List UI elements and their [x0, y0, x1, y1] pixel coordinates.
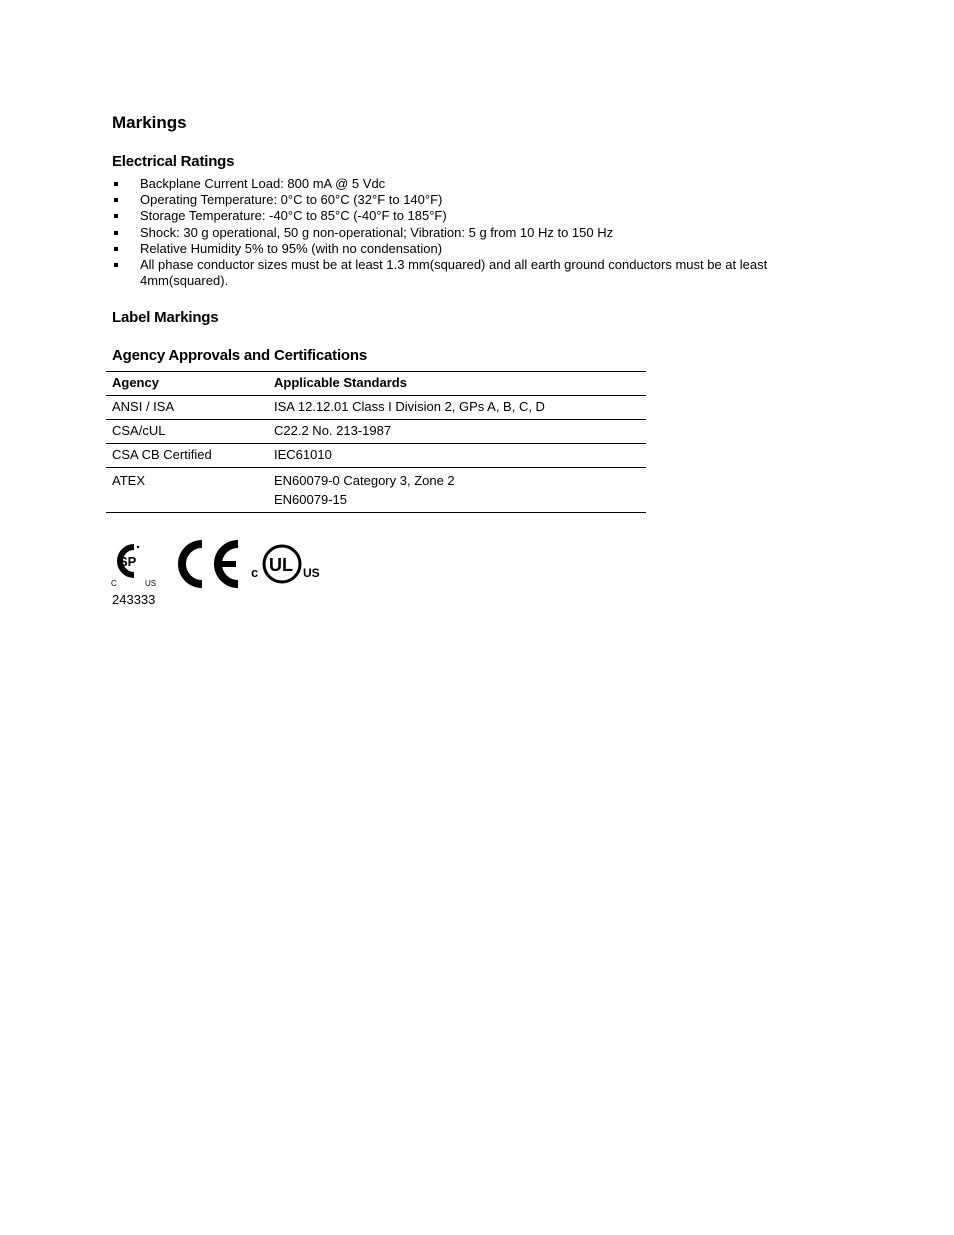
electrical-ratings-list [112, 176, 832, 289]
table-header-row [106, 372, 646, 396]
agency-cell: CSA CB Certified [106, 444, 268, 468]
bullet-square-icon [114, 214, 118, 218]
table-row [106, 396, 646, 420]
electrical-ratings-heading: Electrical Ratings [112, 153, 235, 170]
list-item-text: Relative Humidity 5% to 95% (with no condensation) [140, 240, 443, 256]
bullet-square-icon [114, 247, 118, 251]
list-item-text: All phase conductor sizes must be at least 1.3 mm(squared) and all earth ground conductors must be at least 4mm(squared). [140, 257, 768, 289]
list-item [112, 192, 832, 208]
list-item [112, 241, 832, 257]
csa-mark-icon [111, 546, 156, 588]
bullet-square-icon [114, 231, 118, 235]
list-item [112, 176, 832, 192]
column-header-agency: Agency [106, 372, 268, 396]
svg-text:US: US [145, 579, 157, 588]
svg-text:SP: SP [119, 554, 137, 569]
list-item [112, 257, 832, 289]
standards-cell: ISA 12.12.01 Class I Division 2, GPs A, B, C, D [268, 396, 646, 420]
standards-cell: C22.2 No. 213-1987 [268, 420, 646, 444]
agency-cell: ATEX [106, 468, 268, 513]
svg-text:c: c [251, 565, 259, 580]
list-item-text: Storage Temperature: -40°C to 85°C (-40°F to 185°F) [140, 208, 447, 224]
svg-text:US: US [303, 566, 320, 580]
table-row [106, 468, 646, 513]
list-item-text: Backplane Current Load: 800 mA @ 5 Vdc [140, 176, 386, 191]
standards-line: EN60079-15 [274, 492, 347, 507]
bullet-square-icon [114, 182, 118, 186]
page-title: Markings [112, 113, 187, 132]
agency-approvals-heading: Agency Approvals and Certifications [112, 347, 368, 364]
standards-cell: IEC61010 [268, 444, 646, 468]
list-item-text: Shock: 30 g operational, 50 g non-operational; Vibration: 5 g from 10 Hz to 150 Hz [140, 224, 614, 240]
bullet-square-icon [114, 198, 118, 202]
agency-cell: ANSI / ISA [106, 396, 268, 420]
svg-text:C: C [111, 579, 117, 588]
table-row [106, 444, 646, 468]
logo-caption: 243333 [112, 592, 156, 607]
list-item [112, 225, 832, 241]
list-item-text: Operating Temperature: 0°C to 60°C (32°F to 140°F) [140, 192, 443, 208]
bullet-square-icon [114, 263, 118, 267]
column-header-standards: Applicable Standards [268, 372, 646, 396]
agency-approvals-table [106, 371, 646, 513]
svg-text:UL: UL [269, 555, 293, 575]
standards-cell [268, 468, 646, 513]
standards-line: EN60079-0 Category 3, Zone 2 [274, 473, 455, 488]
certification-logos [110, 538, 325, 590]
label-markings-heading: Label Markings [112, 309, 219, 326]
agency-cell: CSA/cUL [106, 420, 268, 444]
ce-mark-icon [182, 544, 238, 584]
table-row [106, 420, 646, 444]
list-item [112, 208, 832, 224]
cul-us-mark-icon [251, 546, 320, 582]
